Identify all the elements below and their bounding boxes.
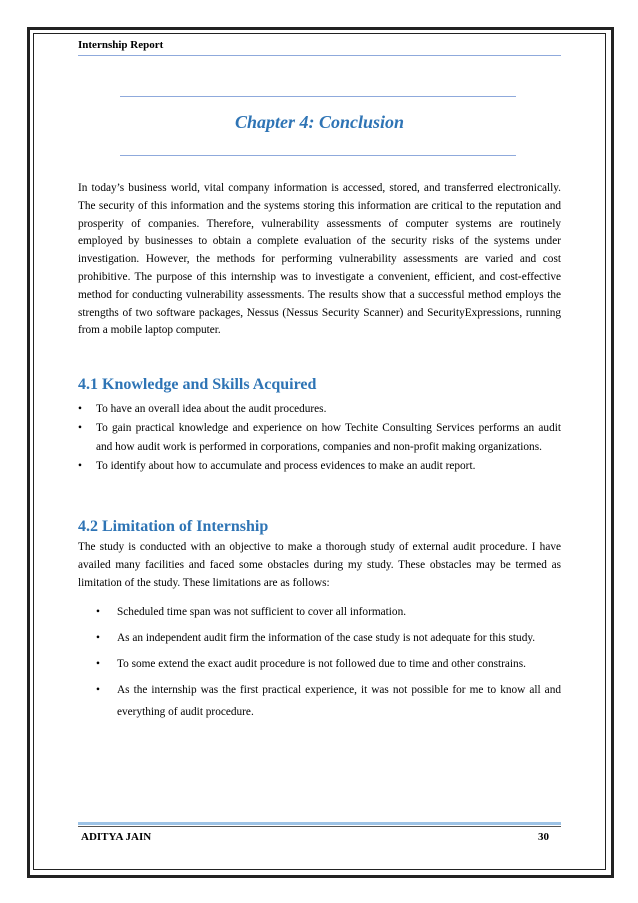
- list-item: [78, 457, 561, 476]
- bullet-text: As the internship was the first practical experience, it was not possible for me to know all and everything of audit procedure.: [117, 684, 561, 718]
- bullet-icon: •: [96, 632, 100, 644]
- running-header: Internship Report: [78, 39, 164, 51]
- bullet-icon: •: [78, 460, 82, 472]
- section-heading-knowledge: 4.1 Knowledge and Skills Acquired: [78, 376, 317, 393]
- list-item: [78, 419, 561, 457]
- chapter-title: Chapter 4: Conclusion: [234, 112, 405, 132]
- limitation-bullet-list: [96, 601, 561, 727]
- bullet-text: As an independent audit firm the information of the case study is not adequate for this study.: [117, 632, 536, 644]
- bullet-icon: •: [96, 606, 100, 618]
- list-item: [96, 627, 561, 649]
- bullet-icon: •: [78, 403, 82, 415]
- bullet-text: To gain practical knowledge and experience on how Techite Consulting Services performs an audit and how audit work is performed in corporations, companies and non-profit making organizations.: [96, 422, 561, 453]
- chapter-rule-bottom: [120, 155, 516, 156]
- header-rule: [78, 55, 561, 56]
- footer-author: ADITYA JAIN: [81, 831, 152, 843]
- footer-rule: [78, 826, 561, 827]
- knowledge-bullet-list: [78, 400, 561, 476]
- bullet-icon: •: [96, 658, 100, 670]
- chapter-rule-top: [120, 96, 516, 97]
- bullet-text: Scheduled time span was not sufficient to cover all information.: [117, 606, 407, 618]
- footer-page-number: 30: [538, 831, 549, 843]
- list-item: [78, 400, 561, 419]
- bullet-icon: •: [78, 422, 82, 434]
- list-item: [96, 653, 561, 675]
- bullet-icon: •: [96, 684, 100, 696]
- footer-rule-accent: [78, 822, 561, 825]
- list-item: [96, 679, 561, 723]
- list-item: [96, 601, 561, 623]
- limitation-paragraph: The study is conducted with an objective to make a thorough study of external audit procedure. I have availed many facilities and faced some obstacles during my study. These obstacles may be termed as limitation of the study. These limitations are as follows:: [78, 541, 561, 589]
- intro-paragraph: In today’s business world, vital company information is accessed, stored, and transferred electronically. The security of this information and the systems storing this information are critical to the reputation and prosperity of companies. Therefore, vulnerability assessments of computer systems are routinely employed by businesses to obtain a complete evaluation of the security risks of the systems under investigation. However, the methods for performing vulnerability assessments are varied and cost prohibitive. The purpose of this internship was to investigate a convenient, efficient, and cost-effective method for conducting vulnerability assessments. The results show that a successful method employs the strengths of two software packages, Nessus (Nessus Security Scanner) and SecurityExpressions, running from a mobile laptop computer.: [78, 182, 561, 337]
- bullet-text: To have an overall idea about the audit procedures.: [96, 403, 327, 415]
- bullet-text: To some extend the exact audit procedure is not followed due to time and other constrains.: [117, 658, 526, 670]
- bullet-text: To identify about how to accumulate and process evidences to make an audit report.: [96, 460, 476, 472]
- section-heading-limitation: 4.2 Limitation of Internship: [78, 518, 269, 535]
